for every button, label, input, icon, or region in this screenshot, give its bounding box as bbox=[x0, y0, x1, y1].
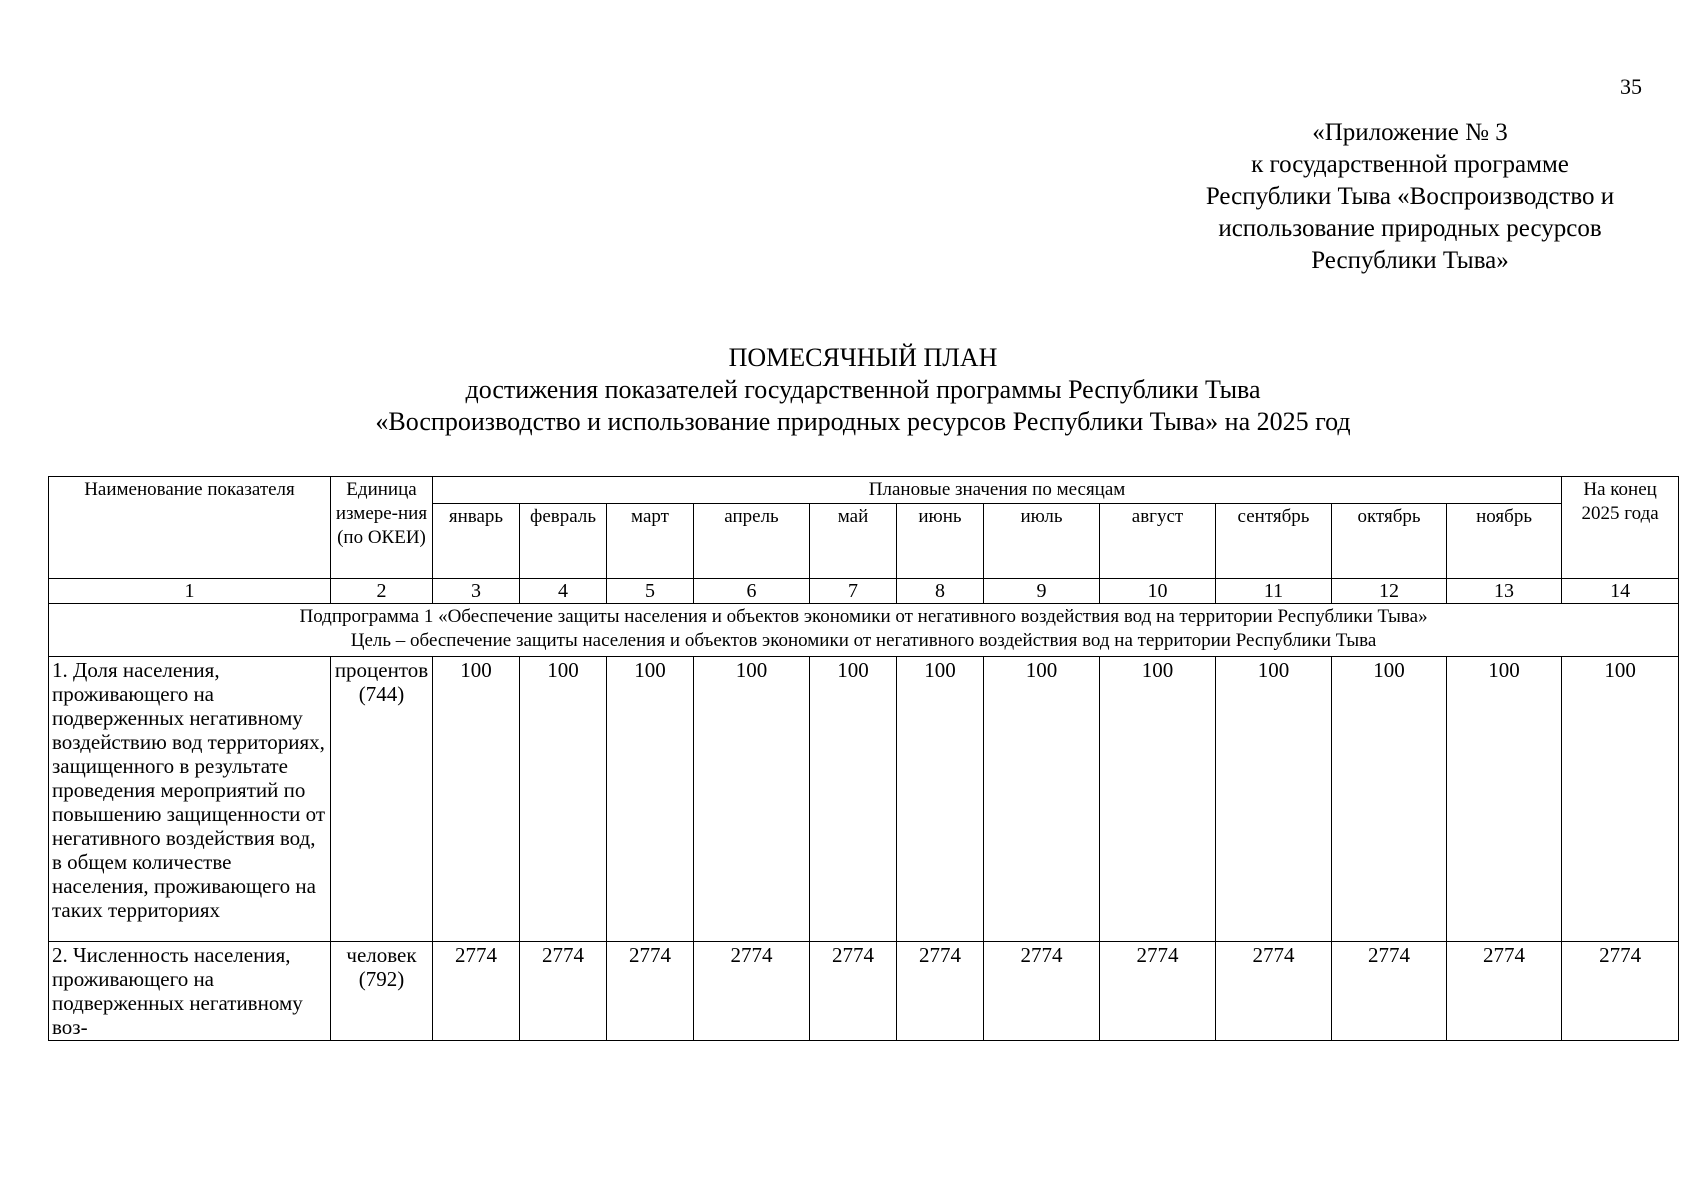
subprogram-title: Подпрограмма 1 «Обеспечение защиты населения и объектов экономики от негативного воздействия вод на территории Республики Тыва» bbox=[299, 606, 1428, 627]
header-month: март bbox=[607, 504, 694, 579]
column-number: 1 bbox=[49, 579, 331, 604]
annex-line: использование природных ресурсов bbox=[1218, 215, 1602, 242]
header-unit: Единица измере-ния (по ОКЕИ) bbox=[331, 477, 433, 579]
month-value: 100 bbox=[607, 657, 694, 942]
header-month: май bbox=[810, 504, 897, 579]
header-plan-group: Плановые значения по месяцам bbox=[433, 477, 1562, 504]
month-value: 2774 bbox=[810, 942, 897, 1041]
month-value: 100 bbox=[1216, 657, 1332, 942]
month-value: 100 bbox=[984, 657, 1100, 942]
header-month: январь bbox=[433, 504, 520, 579]
column-number: 9 bbox=[984, 579, 1100, 604]
month-value: 2774 bbox=[694, 942, 810, 1041]
column-number: 3 bbox=[433, 579, 520, 604]
column-number: 7 bbox=[810, 579, 897, 604]
month-value: 2774 bbox=[520, 942, 607, 1041]
month-value: 2774 bbox=[433, 942, 520, 1041]
header-month: октябрь bbox=[1332, 504, 1447, 579]
title-line: «Воспроизводство и использование природных ресурсов Республики Тыва» на 2025 год bbox=[375, 407, 1351, 436]
annex-line: «Приложение № 3 bbox=[1312, 119, 1508, 146]
annex-line: Республики Тыва» bbox=[1311, 247, 1509, 274]
title-line: достижения показателей государственной программы Республики Тыва bbox=[465, 375, 1261, 404]
indicator-unit: человек (792) bbox=[331, 942, 433, 1041]
month-value: 100 bbox=[897, 657, 984, 942]
column-number: 12 bbox=[1332, 579, 1447, 604]
column-number: 2 bbox=[331, 579, 433, 604]
subprogram-goal: Цель – обеспечение защиты населения и объектов экономики от негативного воздействия вод на территории Республики Тыва bbox=[350, 630, 1377, 651]
month-value: 100 bbox=[520, 657, 607, 942]
column-number: 10 bbox=[1100, 579, 1216, 604]
month-value: 2774 bbox=[984, 942, 1100, 1041]
subprogram-cell bbox=[49, 604, 1679, 657]
year-end-value: 2774 bbox=[1562, 942, 1679, 1041]
table-row bbox=[49, 657, 1679, 942]
header-month: февраль bbox=[520, 504, 607, 579]
month-value: 100 bbox=[433, 657, 520, 942]
column-number: 8 bbox=[897, 579, 984, 604]
annex-block bbox=[1170, 117, 1650, 277]
header-name: Наименование показателя bbox=[49, 477, 331, 579]
month-value: 2774 bbox=[1332, 942, 1447, 1041]
header-month: июль bbox=[984, 504, 1100, 579]
month-value: 100 bbox=[1332, 657, 1447, 942]
column-number: 5 bbox=[607, 579, 694, 604]
annex-line: Республики Тыва «Воспроизводство и bbox=[1205, 183, 1615, 210]
column-number: 4 bbox=[520, 579, 607, 604]
header-month: апрель bbox=[694, 504, 810, 579]
month-value: 100 bbox=[1447, 657, 1562, 942]
month-value: 2774 bbox=[1447, 942, 1562, 1041]
table-row bbox=[49, 942, 1679, 1041]
month-value: 2774 bbox=[1100, 942, 1216, 1041]
column-number: 11 bbox=[1216, 579, 1332, 604]
month-value: 100 bbox=[1100, 657, 1216, 942]
month-value: 2774 bbox=[897, 942, 984, 1041]
indicator-unit: процентов (744) bbox=[331, 657, 433, 942]
annex-line: к государственной программе bbox=[1251, 151, 1569, 178]
year-end-value: 100 bbox=[1562, 657, 1679, 942]
month-value: 2774 bbox=[607, 942, 694, 1041]
column-number: 6 bbox=[694, 579, 810, 604]
header-month: август bbox=[1100, 504, 1216, 579]
column-number: 13 bbox=[1447, 579, 1562, 604]
header-month: сентябрь bbox=[1216, 504, 1332, 579]
title-heading: ПОМЕСЯЧНЫЙ ПЛАН bbox=[728, 343, 998, 372]
page-number: 35 bbox=[1620, 74, 1642, 99]
document-title bbox=[48, 342, 1678, 438]
monthly-plan-table bbox=[48, 476, 1679, 1041]
header-month: июнь bbox=[897, 504, 984, 579]
month-value: 100 bbox=[810, 657, 897, 942]
header-year-end: На конец 2025 года bbox=[1562, 477, 1679, 579]
header-month: ноябрь bbox=[1447, 504, 1562, 579]
month-value: 100 bbox=[694, 657, 810, 942]
month-value: 2774 bbox=[1216, 942, 1332, 1041]
indicator-name: 2. Численность населения, проживающего на подверженных негативному воз- bbox=[49, 942, 331, 1041]
indicator-name: 1. Доля населения, проживающего на подверженных негативному воздействию вод территориях, защищенного в результате проведения мероприятий по повышению защищенности от негативного воздействия вод, в общем количестве населения, проживающего на таких территориях bbox=[49, 657, 331, 942]
column-number: 14 bbox=[1562, 579, 1679, 604]
